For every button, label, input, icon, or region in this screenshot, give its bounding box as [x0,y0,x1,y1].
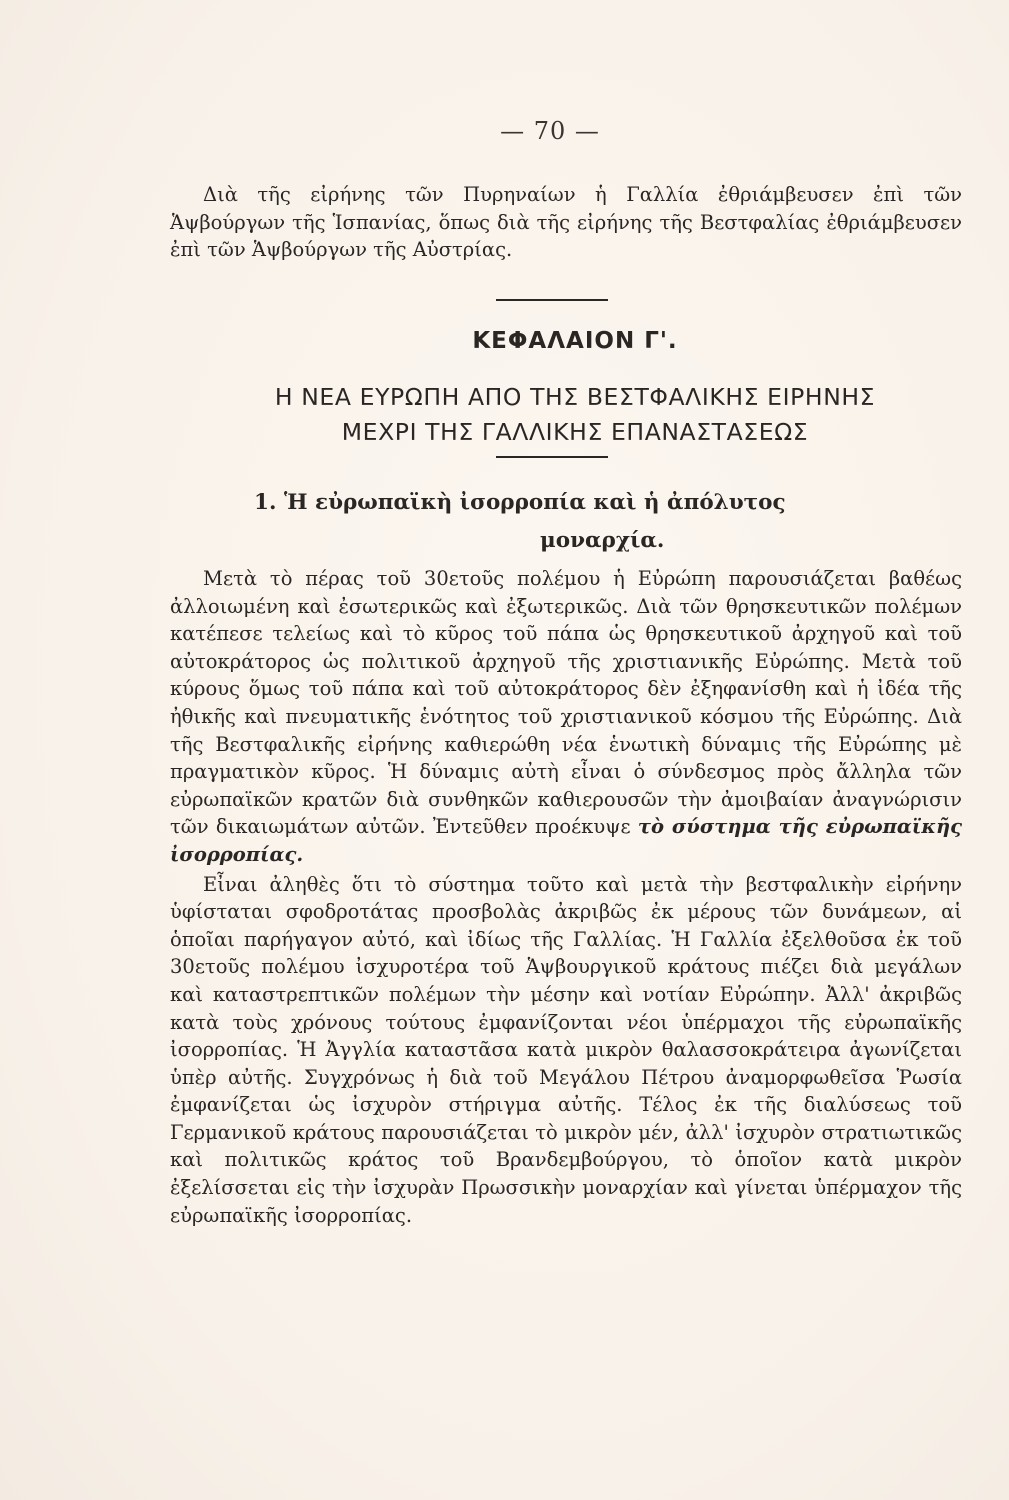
chapter-heading: ΚΕΦΑΛΑΙΟΝ Γ'. [472,328,678,354]
balance-of-power-emphasis: τὸ σύστημα τῆς εὐρωπαϊκῆς ἰσορροπίας. [170,815,963,866]
section-number: 1. [254,490,277,515]
chapter-divider-bottom [496,456,608,458]
chapter-divider-top [496,299,608,301]
section-heading [240,484,960,560]
chapter-title-line-1: Η ΝΕΑ ΕΥΡΩΠΗ ΑΠΟ ΤΗΣ ΒΕΣΤΦΑΛΙΚΗΣ ΕΙΡΗΝΗΣ [274,383,876,411]
body-paragraph-1 [170,565,962,869]
intro-paragraph: Διὰ τῆς εἰρήνης τῶν Πυρηναίων ἡ Γαλλία ἐθριάμβευσεν ἐπὶ τῶν Ἁψβούργων τῆς Ἱσπανίας, ὅπως διὰ τῆς εἰρήνης τῆς Βεστφαλίας ἐθριάμβευσεν ἐπὶ τῶν Ἁψβούργων τῆς Αὐστρίας. [170,183,962,262]
page-number: — 70 — [500,117,600,145]
body-paragraph-2: Εἶναι ἀληθὲς ὅτι τὸ σύστημα τοῦτο καὶ μετὰ τὴν βεστφαλικὴν εἰρήνην ὑφίσταται σφοδροτάτας προσβολὰς ἀκριβῶς ἐκ μέρους τῶν δυνάμεων, αἱ ὁποῖαι παρήγαγον αὐτό, καὶ ἰδίως τῆς Γαλλίας. Ἡ Γαλλία ἐξελθοῦσα ἐκ τοῦ 30ετοῦς πολέμου ἰσχυροτέρα τοῦ Ἁψβουργικοῦ κράτους πιέζει διὰ μεγάλων καὶ καταστρεπτικῶν πολέμων τὴν μέσην καὶ νοτίαν Εὐρώπην. Ἀλλ' ἀκριβῶς κατὰ τοὺς χρόνους τούτους ἐμφανίζονται νέοι ὑπέρμαχοι τῆς εὐρωπαϊκῆς ἰσορροπίας. Ἡ Ἀγγλία καταστᾶσα κατὰ μικρὸν θαλασσοκράτειρα ἀγωνίζεται ὑπὲρ αὐτῆς. Συγχρόνως ἡ διὰ τοῦ Μεγάλου Πέτρου ἀναμορφωθεῖσα Ῥωσία ἐμφανίζεται ὡς ἰσχυρὸν στήριγμα αὐτῆς. Τέλος ἐκ τῆς διαλύσεως τοῦ Γερμανικοῦ κράτους παρουσιάζεται τὸ μικρὸν μέν, ἀλλ' ἰσχυρὸν στρατιωτικῶς καὶ πολιτικῶς κράτος τοῦ Βρανδεμβούργου, τὸ ὁποῖον κατὰ μικρὸν ἐξελίσσεται εἰς τὴν ἰσχυρὰν Πρωσσικὴν μοναρχίαν καὶ γίνεται ὑπέρμαχον τῆς εὐρωπαϊκῆς ἰσορροπίας. [170,872,962,1227]
chapter-title-line-2: ΜΕΧΡΙ ΤΗΣ ΓΑΛΛΙΚΗΣ ΕΠΑΝΑΣΤΑΣΕΩΣ [341,418,809,446]
section-body [170,565,962,1229]
section-title-part-1: Ἡ εὐρωπαϊκὴ ἰσορροπία καὶ ἡ ἀπόλυτος [284,490,786,515]
chapter-title [150,380,1000,450]
body-paragraph-1-text: Μετὰ τὸ πέρας τοῦ 30ετοῦς πολέμου ἡ Εὐρώπη παρουσιάζεται βαθέως ἀλλοιωμένη καὶ ἐσωτερικῶς καὶ ἐξωτερικῶς. Διὰ τῶν θρησκευτικῶν πολέμων κατέπεσε τελείως καὶ τὸ κῦρος τοῦ πάπα ὡς θρησκευτικοῦ ἀρχηγοῦ καὶ τοῦ αὐτοκράτορος ὡς πολιτικοῦ ἀρχηγοῦ τῆς χριστιανικῆς Εὐρώπης. Μετὰ τοῦ κύρους ὅμως τοῦ πάπα καὶ τοῦ αὐτοκράτορος δὲν ἐξηφανίσθη καὶ ἡ ἰδέα τῆς ἠθικῆς καὶ πνευματικῆς ἑνότητος τοῦ χριστιανικοῦ κόσμου τῆς Εὐρώπης. Διὰ τῆς Βεστφαλικῆς εἰρήνης καθιερώθη νέα ἑνωτικὴ δύναμις τῆς Εὐρώπης μὲ πραγματικὸν κῦρος. Ἡ δύναμις αὐτὴ εἶναι ὁ σύνδεσμος πρὸς ἄλληλα τῶν εὐρωπαϊκῶν κρατῶν διὰ συνθηκῶν καθιερουσῶν τὴν ἀμοιβαίαν ἀναγνώρισιν τῶν δικαιωμάτων αὐτῶν. Ἐντεῦθεν προέκυψε [170,567,962,839]
section-title-part-2: μοναρχία. [540,528,665,553]
